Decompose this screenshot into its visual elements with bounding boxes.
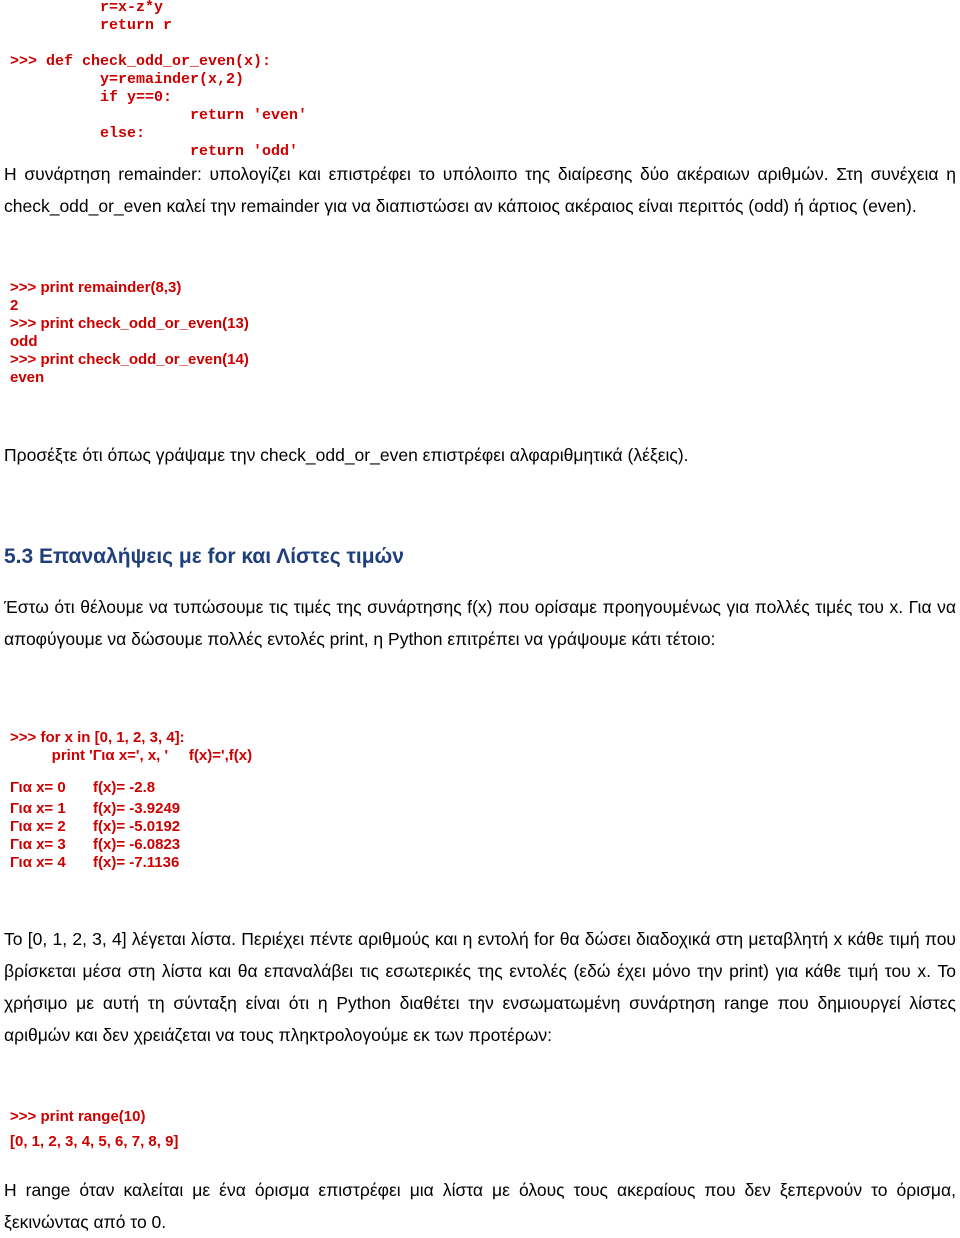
output-fx-value: f(x)= -7.1136 [93, 854, 180, 871]
code-line: if y==0: [10, 89, 173, 106]
code-line: >>> print check_odd_or_even(13) [10, 315, 249, 332]
output-x-value: Για x= 2 [10, 818, 66, 835]
code-line: >>> print check_odd_or_even(14) [10, 351, 249, 368]
paragraph-list-explanation: Το [0, 1, 2, 3, 4] λέγεται λίστα. Περιέχει πέντε αριθμούς και η εντολή for θα δώσει διαδοχικά στη μεταβλητή x κάθε τιμή που βρίσκεται μέσα στη λίστα και θα επαναλάβει τις εσωτερικές της εντολές (εδώ έχει μόνο την print) για κάθε τιμή του x. Το χρήσιμο με αυτή τη σύνταξη είναι ότι η Python διαθέτει την ενσωματωμένη συνάρτηση range που δημιουργεί λίστες αριθμών και δεν χρειάζεται να τους πληκτρολογούμε εκ των προτέρων: [4, 929, 956, 1045]
output-row [10, 854, 179, 872]
output-x-value: Για x= 3 [10, 836, 66, 853]
output-row [10, 800, 180, 818]
code-line: >>> for x in [0, 1, 2, 3, 4]: [10, 729, 185, 746]
output-fx-value: f(x)= -3.9249 [93, 800, 181, 817]
code-block-loop-output [10, 779, 410, 879]
code-line: >>> print range(10) [10, 1108, 146, 1125]
section-heading: 5.3 Επαναλήψεις με for και Λίστες τιμών [4, 545, 404, 568]
code-block-range-example [10, 1104, 178, 1154]
output-x-value: Για x= 4 [10, 854, 66, 871]
output-row [10, 818, 180, 836]
output-row [10, 779, 155, 797]
output-fx-value: f(x)= -5.0192 [93, 818, 181, 835]
code-line: return r [10, 17, 173, 34]
output-fx-value: f(x)= -6.0823 [93, 836, 181, 853]
paragraph-remainder-explanation: Η συνάρτηση remainder: υπολογίζει και επιστρέφει το υπόλοιπο της διαίρεσης δύο ακέραιων αριθμών. Στη συνέχεια η check_odd_or_even καλεί την remainder για να διαπιστώσει αν κάποιος ακέραιος είναι περιττός (odd) ή άρτιος (even). [4, 164, 956, 216]
output-fx-value: f(x)= -2.8 [93, 779, 156, 796]
code-line: even [10, 369, 45, 386]
paragraph-range-explanation: Η range όταν καλείται με ένα όρισμα επιστρέφει μια λίστα με όλους τους ακεραίους που δεν ξεπερνούν το όρισμα, ξεκινώντας από το 0. [4, 1180, 956, 1232]
paragraph-for-loop-intro: Έστω ότι θέλουμε να τυπώσουμε τις τιμές της συνάρτησης f(x) που ορίσαμε προηγουμένως για πολλές τιμές του x. Για να αποφύγουμε να δώσουμε πολλές εντολές print, η Python επιτρέπει να γράψουμε κάτι τέτοιο: [4, 597, 956, 649]
code-line: else: [10, 125, 146, 142]
output-x-value: Για x= 0 [10, 779, 66, 796]
code-line: [0, 1, 2, 3, 4, 5, 6, 7, 8, 9] [10, 1133, 179, 1150]
code-line: r=x-z*y [10, 0, 164, 16]
output-x-value: Για x= 1 [10, 800, 66, 817]
code-line: >>> def check_odd_or_even(x): [10, 53, 272, 70]
code-block-interpreter-session [10, 279, 249, 387]
paragraph-string-return-note: Προσέξτε ότι όπως γράψαμε την check_odd_or_even επιστρέφει αλφαριθμητικά (λέξεις). [4, 445, 689, 465]
code-line: odd [10, 333, 38, 350]
output-row [10, 836, 180, 854]
code-line: y=remainder(x,2) [10, 71, 245, 88]
code-line: return 'odd' [10, 143, 299, 160]
code-line: return 'even' [10, 107, 308, 124]
code-line: 2 [10, 297, 19, 314]
code-block-for-loop [10, 729, 252, 765]
code-block-function-definition [10, 0, 307, 161]
code-line: >>> print remainder(8,3) [10, 279, 182, 296]
code-line: print 'Για x=', x, ' f(x)=',f(x) [10, 747, 253, 764]
